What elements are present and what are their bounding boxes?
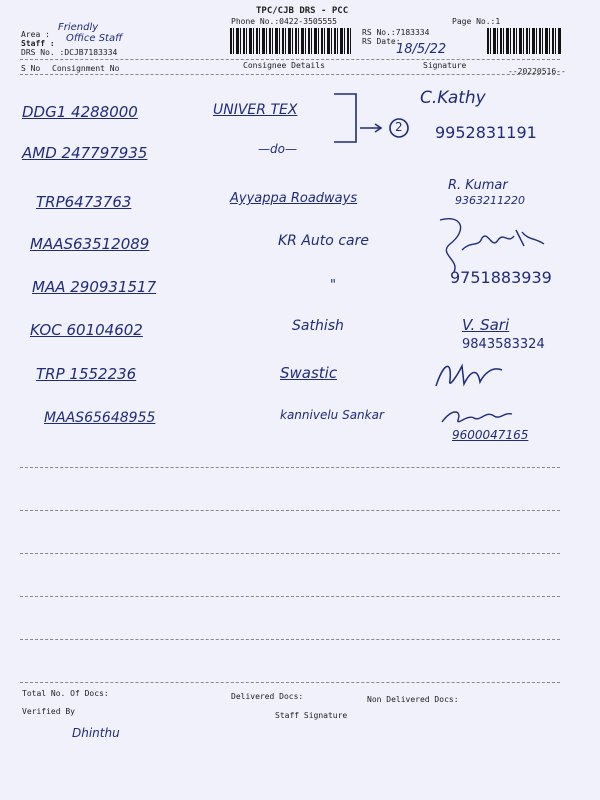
phone-number: Phone No.:0422-3505555 bbox=[231, 17, 337, 26]
row-8-signature-scribble bbox=[438, 404, 518, 430]
blank-row-line bbox=[20, 510, 560, 511]
delivered-docs-label: Delivered Docs: bbox=[231, 692, 304, 701]
row-8-phone: 9600047165 bbox=[452, 428, 529, 442]
row-1-consignment: DDG1 4288000 bbox=[22, 103, 138, 121]
row-1-signature: C.Kathy bbox=[420, 88, 486, 108]
blank-row-line bbox=[20, 596, 560, 597]
drs-number: DRS No. :DCJB7183334 bbox=[21, 48, 118, 57]
verified-by-label: Verified By bbox=[22, 707, 75, 716]
date-stamp: --20220516-- bbox=[508, 67, 566, 76]
blank-row-line bbox=[20, 553, 560, 554]
area-label: Area : bbox=[21, 30, 50, 39]
rs-barcode bbox=[487, 28, 562, 54]
group-mark: 2 bbox=[395, 120, 403, 134]
row-1-phone: 9952831191 bbox=[435, 123, 537, 142]
row-3-consignee: Ayyappa Roadways bbox=[230, 191, 358, 206]
row-7-signature-scribble bbox=[432, 356, 512, 392]
col-consignment: Consignment No bbox=[52, 64, 120, 73]
row-4-consignee: KR Auto care bbox=[278, 233, 369, 249]
header-divider bbox=[20, 59, 560, 60]
col-sno: S No bbox=[21, 64, 41, 73]
group-bracket bbox=[328, 90, 418, 148]
rs-date-label: RS Date: bbox=[362, 37, 401, 46]
staff-label: Staff : bbox=[21, 39, 55, 48]
row-8-consignee: kannivelu Sankar bbox=[280, 408, 384, 422]
staff-signature-label: Staff Signature bbox=[275, 711, 348, 720]
row-2-consignment: AMD 247797935 bbox=[22, 144, 148, 162]
row-6-consignee: Sathish bbox=[292, 318, 344, 334]
blank-row-line bbox=[20, 467, 560, 468]
row-3-phone: 9363211220 bbox=[455, 194, 525, 207]
non-delivered-docs-label: Non Delivered Docs: bbox=[367, 695, 459, 704]
row-7-consignment: TRP 1552236 bbox=[36, 365, 137, 383]
col-consignee: Consignee Details bbox=[243, 61, 325, 70]
form-title: TPC/CJB DRS - PCC bbox=[256, 6, 349, 16]
rs-number: RS No.:7183334 bbox=[362, 28, 430, 37]
area-value: Friendly bbox=[58, 22, 99, 33]
row-6-phone: 9843583324 bbox=[462, 337, 545, 352]
verifier-signature: Dhinthu bbox=[72, 726, 120, 740]
column-divider bbox=[20, 74, 560, 75]
staff-value: Office Staff bbox=[66, 33, 123, 44]
footer-divider bbox=[20, 682, 560, 683]
row-2-consignee: —do— bbox=[258, 142, 297, 156]
row-3-signature: R. Kumar bbox=[448, 178, 508, 193]
row-1-consignee: UNIVER TEX bbox=[213, 102, 298, 118]
drs-barcode bbox=[230, 28, 353, 54]
row-7-consignee: Swastic bbox=[280, 364, 338, 382]
row-3-consignment: TRP6473763 bbox=[36, 193, 132, 211]
col-signature: Signature bbox=[423, 61, 467, 70]
row-6-consignment: KOC 60104602 bbox=[30, 321, 143, 339]
row-5-consignment: MAA 290931517 bbox=[32, 278, 157, 296]
rs-date-value: 18/5/22 bbox=[396, 42, 447, 57]
row-5-consignee: " bbox=[330, 278, 336, 293]
row-4-consignment: MAAS63512089 bbox=[30, 235, 150, 253]
row-6-signature: V. Sari bbox=[462, 316, 510, 334]
row-8-consignment: MAAS65648955 bbox=[44, 410, 156, 426]
row-5-phone: 9751883939 bbox=[450, 268, 552, 287]
blank-row-line bbox=[20, 639, 560, 640]
total-docs-label: Total No. Of Docs: bbox=[22, 689, 109, 698]
page-number: Page No.:1 bbox=[452, 17, 501, 26]
